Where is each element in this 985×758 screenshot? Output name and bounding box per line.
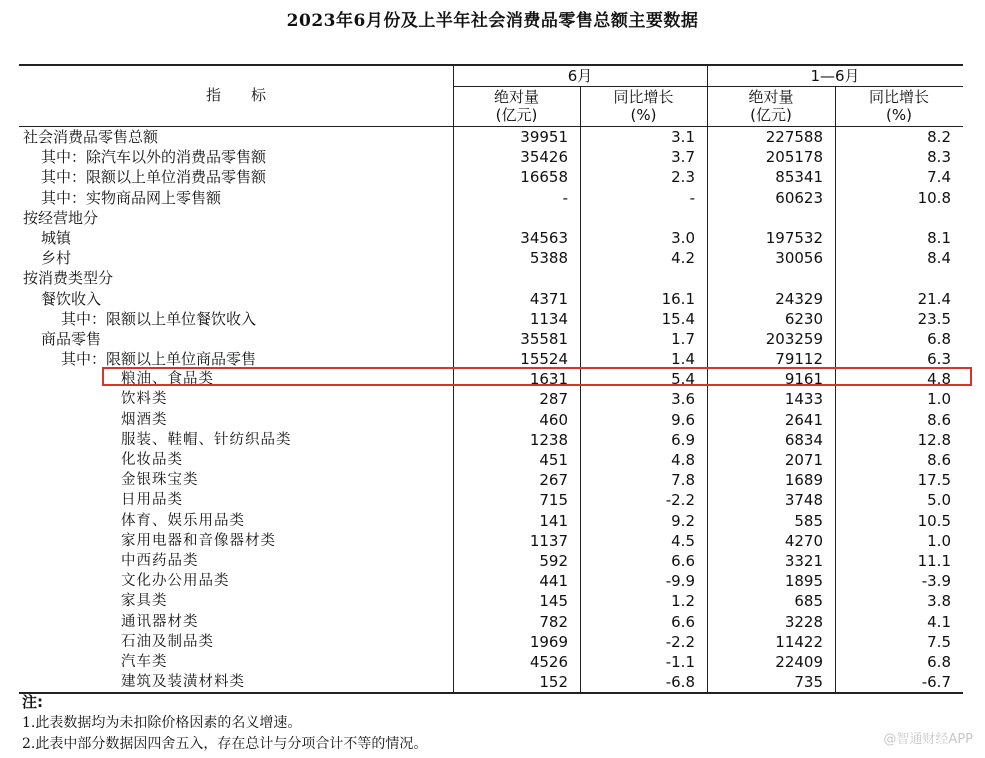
row-label: 金银珠宝类 (121, 472, 199, 489)
table-row (19, 511, 963, 531)
abs-june-cell: - (562, 188, 568, 207)
yoy-ytd-cell: 8.3 (927, 148, 951, 167)
abs-ytd-cell: 227588 (765, 128, 823, 146)
table-row (19, 127, 963, 147)
abs-june-cell: 15524 (520, 350, 568, 369)
abs-header-june: 绝对量 (亿元) (493, 88, 539, 124)
yoy-ytd-cell: 4.8 (927, 370, 951, 389)
yoy-ytd-cell: 8.1 (927, 228, 951, 247)
yoy-june-cell: -1.1 (665, 652, 695, 671)
row-label: 其中：实物商品网上零售额 (41, 188, 222, 207)
yoy-ytd-cell: 8.4 (927, 249, 951, 268)
yoy-june-cell: -6.8 (665, 673, 695, 692)
table-row (19, 248, 963, 268)
abs-june-cell: 267 (539, 471, 568, 490)
abs-ytd-cell: 685 (794, 592, 823, 611)
yoy-june-cell: 2.3 (671, 168, 695, 187)
abs-june-cell: 1238 (529, 430, 568, 449)
abs-june-cell: 5388 (529, 249, 568, 268)
abs-ytd-cell: 24329 (775, 289, 823, 308)
abs-june-cell: 782 (539, 612, 568, 631)
table-row (19, 289, 963, 309)
abs-june-cell: 592 (539, 551, 568, 570)
yoy-ytd-cell: 3.8 (927, 592, 951, 611)
yoy-june-cell: 5.4 (671, 370, 695, 389)
row-label: 烟酒类 (121, 411, 168, 428)
abs-ytd-cell: 6230 (784, 309, 823, 328)
row-label: 其中：限额以上单位消费品零售额 (41, 168, 267, 187)
row-label: 通讯器材类 (121, 613, 199, 630)
abs-ytd-cell: 3321 (784, 551, 823, 570)
yoy-ytd-cell: 7.4 (927, 168, 951, 187)
abs-june-cell: 451 (539, 451, 568, 469)
table-row (19, 208, 963, 228)
abs-june-cell: 441 (539, 572, 568, 591)
yoy-ytd-cell: 12.8 (917, 430, 951, 449)
table-row (19, 632, 963, 652)
yoy-ytd-cell: 21.4 (917, 289, 951, 308)
abs-ytd-cell: 203259 (765, 329, 823, 348)
table-row (19, 147, 963, 167)
yoy-june-cell: 3.6 (671, 390, 695, 409)
table-row (19, 329, 963, 349)
yoy-june-cell: 9.6 (671, 410, 695, 429)
abs-june-cell: 145 (539, 592, 568, 611)
abs-ytd-cell: 60623 (775, 188, 823, 207)
yoy-ytd-cell: 5.0 (927, 491, 951, 510)
row-label: 饮料类 (121, 391, 168, 408)
abs-ytd-cell: 205178 (765, 148, 823, 167)
yoy-june-cell: 9.2 (671, 511, 695, 530)
yoy-june-cell: 4.5 (671, 531, 695, 550)
abs-ytd-cell: 4270 (784, 531, 823, 550)
row-label: 汽车类 (121, 653, 168, 670)
table-row (19, 410, 963, 430)
table-header (19, 66, 963, 127)
row-label: 化妆品类 (121, 452, 183, 468)
indicator-header: 指 标 (205, 86, 266, 104)
abs-june-cell: 1137 (529, 531, 568, 550)
yoy-june-cell: 1.4 (671, 350, 695, 369)
row-label: 城镇 (41, 228, 72, 247)
table-row (19, 268, 963, 288)
table-row (19, 551, 963, 571)
abs-june-cell: 460 (539, 410, 568, 429)
row-label: 乡村 (41, 249, 72, 268)
abs-ytd-cell: 197532 (765, 228, 823, 247)
abs-june-cell: 35426 (520, 148, 568, 167)
watermark: @智通财经APP (883, 732, 973, 747)
abs-ytd-cell: 3228 (784, 612, 823, 631)
yoy-ytd-cell: 6.8 (927, 652, 951, 671)
abs-ytd-cell: 6834 (784, 430, 823, 449)
table-row (19, 389, 963, 409)
row-label: 社会消费品零售总额 (23, 128, 159, 146)
table-row (19, 430, 963, 450)
row-label: 家用电器和音像器材类 (121, 532, 276, 549)
yoy-june-cell: 7.8 (671, 471, 695, 490)
yoy-header-june: 同比增长 (%) (613, 88, 674, 124)
row-label: 餐饮收入 (41, 289, 102, 308)
table-row (19, 652, 963, 672)
abs-june-cell: 16658 (520, 168, 568, 187)
note-2: 2.此表中部分数据因四舍五入，存在总计与分项合计不等的情况。 (22, 736, 428, 752)
notes-heading: 注: (22, 693, 43, 711)
yoy-ytd-cell: -3.9 (921, 572, 951, 591)
yoy-june-cell: 3.7 (671, 148, 695, 167)
row-label: 中西药品类 (121, 552, 199, 569)
abs-ytd-cell: 22409 (775, 652, 823, 671)
row-label: 其中：限额以上单位商品零售 (61, 350, 257, 369)
page-title: 2023年6月份及上半年社会消费品零售总额主要数据 (286, 11, 699, 31)
yoy-ytd-cell: 10.5 (917, 511, 951, 530)
abs-ytd-cell: 85341 (775, 168, 823, 187)
table-row (19, 672, 963, 692)
yoy-june-cell: -2.2 (665, 491, 695, 510)
yoy-ytd-cell: 1.0 (927, 531, 951, 550)
yoy-ytd-cell: 8.6 (927, 410, 951, 429)
abs-header-ytd: 绝对量 (亿元) (748, 88, 794, 124)
yoy-june-cell: 6.9 (671, 430, 695, 449)
yoy-june-cell: 3.0 (671, 228, 695, 247)
abs-ytd-cell: 585 (794, 511, 823, 530)
table-row (19, 228, 963, 248)
period-june-header: 6月 (567, 67, 593, 85)
yoy-june-cell: 15.4 (661, 309, 695, 328)
period-ytd-header: 1—6月 (810, 67, 860, 85)
row-label: 家具类 (121, 593, 168, 610)
table-row (19, 612, 963, 632)
abs-ytd-cell: 1895 (784, 572, 823, 591)
highlight-box (102, 367, 972, 386)
abs-ytd-cell: 2641 (784, 410, 823, 429)
row-label: 粮油、食品类 (121, 371, 214, 388)
yoy-header-ytd: 同比增长 (%) (868, 88, 929, 124)
row-label: 石油及制品类 (121, 633, 214, 650)
yoy-june-cell: - (689, 188, 695, 207)
abs-june-cell: 141 (539, 511, 568, 530)
row-label: 文化办公用品类 (121, 573, 230, 590)
abs-ytd-cell: 30056 (775, 249, 823, 268)
table-row (19, 571, 963, 591)
yoy-june-cell: 16.1 (661, 289, 695, 308)
yoy-ytd-cell: 11.1 (917, 551, 951, 570)
yoy-ytd-cell: 17.5 (917, 471, 951, 490)
row-label: 按经营地分 (23, 208, 99, 227)
abs-ytd-cell: 11422 (775, 632, 823, 651)
abs-june-cell: 34563 (520, 228, 568, 247)
row-label: 服装、鞋帽、针纺织品类 (121, 431, 292, 448)
yoy-june-cell: 1.7 (671, 329, 695, 348)
abs-ytd-cell: 1433 (784, 390, 823, 409)
abs-ytd-cell: 79112 (775, 350, 823, 369)
table-row (19, 167, 963, 187)
table-row (19, 450, 963, 470)
abs-june-cell: 1969 (529, 632, 568, 651)
abs-june-cell: 715 (539, 491, 568, 510)
abs-june-cell: 39951 (520, 128, 568, 146)
table-row (19, 591, 963, 611)
abs-ytd-cell: 735 (794, 673, 823, 692)
table-row (19, 470, 963, 490)
abs-ytd-cell: 9161 (784, 370, 823, 389)
abs-june-cell: 1134 (529, 309, 568, 328)
yoy-ytd-cell: 1.0 (927, 390, 951, 409)
yoy-ytd-cell: 7.5 (927, 632, 951, 651)
row-label: 日用品类 (121, 492, 183, 509)
table-row (19, 490, 963, 510)
abs-june-cell: 4526 (529, 652, 568, 671)
abs-june-cell: 152 (539, 673, 568, 692)
yoy-ytd-cell: 6.3 (927, 350, 951, 369)
row-label: 其中：除汽车以外的消费品零售额 (41, 148, 267, 167)
yoy-ytd-cell: 8.6 (927, 451, 951, 469)
yoy-ytd-cell: 6.8 (927, 329, 951, 348)
table-row (19, 188, 963, 208)
yoy-ytd-cell: -6.7 (921, 673, 951, 692)
yoy-ytd-cell: 10.8 (917, 188, 951, 207)
yoy-june-cell: 3.1 (671, 128, 695, 146)
abs-ytd-cell: 1689 (784, 471, 823, 490)
row-label: 建筑及装潢材料类 (121, 674, 245, 691)
table-row (19, 309, 963, 329)
row-label: 其中：限额以上单位餐饮收入 (61, 309, 257, 328)
yoy-june-cell: 6.6 (671, 551, 695, 570)
yoy-june-cell: 4.8 (671, 451, 695, 469)
abs-june-cell: 1631 (529, 370, 568, 389)
table-body (19, 127, 963, 692)
yoy-june-cell: -9.9 (665, 572, 695, 591)
note-1: 1.此表数据均为未扣除价格因素的名义增速。 (22, 715, 302, 731)
row-label: 商品零售 (41, 329, 102, 348)
notes (22, 692, 427, 755)
abs-ytd-cell: 3748 (784, 491, 823, 510)
abs-ytd-cell: 2071 (784, 451, 823, 469)
abs-june-cell: 35581 (520, 329, 568, 348)
yoy-june-cell: 1.2 (671, 592, 695, 611)
abs-june-cell: 287 (539, 390, 568, 409)
yoy-june-cell: -2.2 (665, 632, 695, 651)
yoy-june-cell: 6.6 (671, 612, 695, 631)
yoy-ytd-cell: 23.5 (917, 309, 951, 328)
row-label: 体育、娱乐用品类 (121, 512, 245, 529)
table-row (19, 531, 963, 551)
abs-june-cell: 4371 (529, 289, 568, 308)
yoy-ytd-cell: 8.2 (927, 128, 951, 146)
yoy-june-cell: 4.2 (671, 249, 695, 268)
yoy-ytd-cell: 4.1 (927, 612, 951, 631)
row-label: 按消费类型分 (23, 269, 114, 288)
